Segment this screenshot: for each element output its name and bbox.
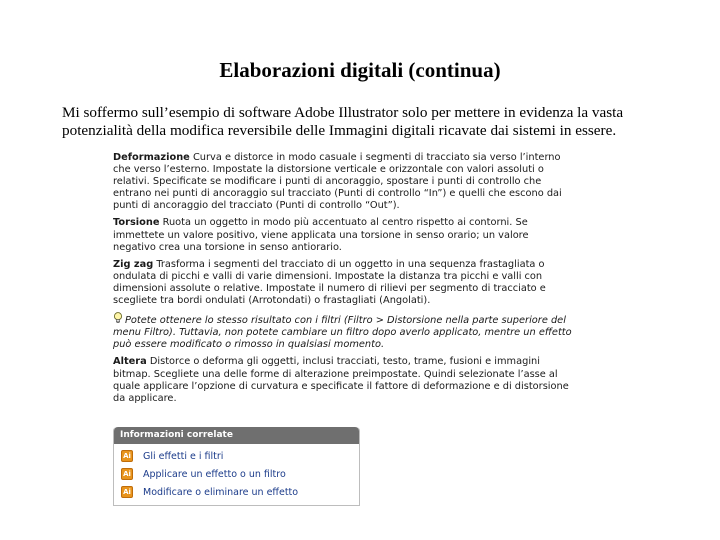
related-link-label[interactable]: Applicare un effetto o un filtro [143,468,286,480]
deformazione-paragraph [113,152,573,212]
illustrator-icon: Ai [121,486,133,498]
altera-term: Altera [113,356,147,368]
related-link-effects-filters[interactable] [121,449,223,463]
related-link-label[interactable]: Gli effetti e i filtri [143,450,224,462]
deformazione-term: Deformazione [113,152,190,163]
torsione-text: Ruota un oggetto in modo più accentuato al centro rispetto ai contorni. Se immettete un valore positivo, viene applicata una torsione in senso orario; un valore negativo crea una torsione in senso antiorario. [113,217,529,253]
related-link-modify-effect[interactable] [121,485,298,499]
zigzag-text: Trasforma i segmenti del tracciato di un oggetto in una sequenza frastagliata o ondulata di picchi e valli di varie dimensioni. Impostate la distanza tra picchi e valli con dimensioni assolute o relative. Impostate il numero di rilievi per segmento di tracciato e scegliete tra bordi ondulati (Arrotondati) o frastagliati (Angolati). [113,258,546,307]
altera-paragraph [113,356,573,404]
tip-paragraph [113,312,573,351]
intro-paragraph: Mi soffermo sull’esempio di software Adobe Illustrator solo per mettere in evidenza la vasta potenzialità della modifica reversibile delle Immagini digitali ricavate dai sistemi in essere. [62,104,624,139]
related-info-header: Informazioni correlate [114,427,359,444]
tip-text: Potete ottenere lo stesso risultato con i filtri (Filtro > Distorsione nella parte superiore del menu Filtro). Tuttavia, non potete cambiare un filtro dopo averlo applicato, mentre un effetto può essere modificato o rimosso in qualsiasi momento. [113,315,572,351]
related-link-label[interactable]: Modificare o eliminare un effetto [143,486,299,498]
torsione-paragraph [113,217,573,253]
zigzag-paragraph [113,259,573,307]
lightbulb-icon [113,312,123,324]
altera-text: Distorce o deforma gli oggetti, inclusi tracciati, testo, trame, fusioni e immagini bitmap. Scegliete una delle forme di alterazione preimpostate. Quindi selezionate l’asse al quale applicare l’opzione di curvatura e specificate il fattore di deformazione e di distorsione da applicare. [113,356,569,404]
illustrator-icon: Ai [121,450,133,462]
related-info-panel [113,427,360,506]
page-title: Elaborazioni digitali (continua) [219,58,501,82]
torsione-term: Torsione [113,217,160,229]
related-link-apply-effect[interactable] [121,467,286,481]
help-excerpt [113,152,573,410]
zigzag-term: Zig zag [113,258,154,270]
illustrator-icon: Ai [121,468,133,480]
deformazione-text: Curva e distorce in modo casuale i segmenti di tracciato sia verso l’interno che verso l’esterno. Impostate la distorsione verticale e orizzontale con valori assoluti o relativi. Specificate se modificare i punti di ancoraggio, spostare i punti di controllo che entrano nei punti di ancoraggio sul tracciato (Punti di controllo “In”) e quelli che escono dai punti di ancoraggio del tracciato (Punti di controllo “Out”). [113,152,562,212]
